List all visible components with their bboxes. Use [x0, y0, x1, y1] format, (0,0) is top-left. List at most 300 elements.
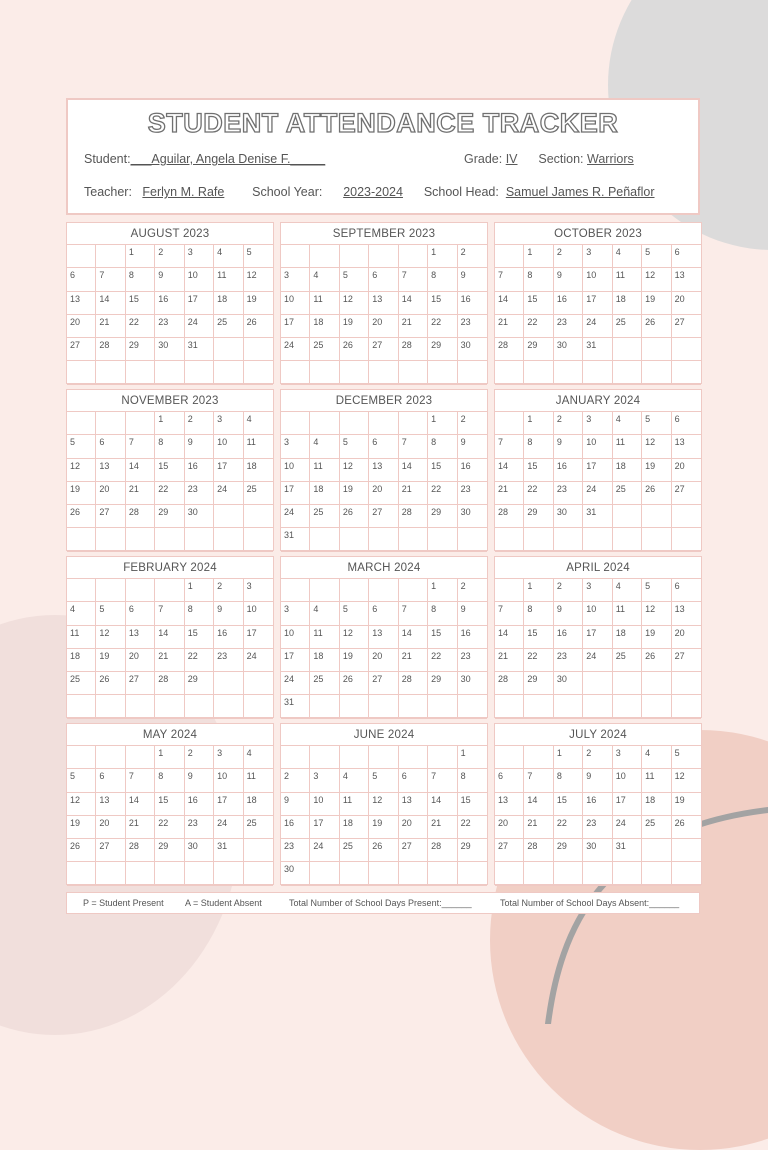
day-cell[interactable]	[554, 695, 583, 718]
day-cell[interactable]: 28	[399, 338, 428, 361]
day-cell[interactable]: 3	[583, 412, 612, 435]
day-cell[interactable]	[642, 672, 671, 695]
day-cell[interactable]: 28	[495, 338, 524, 361]
day-cell[interactable]: 24	[310, 839, 339, 862]
day-cell[interactable]: 14	[495, 292, 524, 315]
day-cell[interactable]	[340, 579, 369, 602]
day-cell[interactable]: 17	[281, 482, 310, 505]
day-cell[interactable]: 31	[583, 505, 612, 528]
day-cell[interactable]: 11	[613, 268, 642, 291]
day-cell[interactable]: 28	[126, 839, 155, 862]
day-cell[interactable]	[369, 579, 398, 602]
day-cell[interactable]: 30	[554, 338, 583, 361]
day-cell[interactable]: 4	[244, 412, 273, 435]
day-cell[interactable]: 15	[458, 793, 487, 816]
day-cell[interactable]: 1	[428, 245, 457, 268]
day-cell[interactable]: 14	[495, 459, 524, 482]
day-cell[interactable]: 22	[155, 482, 184, 505]
day-cell[interactable]: 16	[185, 459, 214, 482]
day-cell[interactable]	[67, 412, 96, 435]
day-cell[interactable]: 5	[642, 245, 671, 268]
day-cell[interactable]: 7	[126, 769, 155, 792]
day-cell[interactable]: 30	[281, 862, 310, 885]
day-cell[interactable]: 27	[67, 338, 96, 361]
day-cell[interactable]	[340, 412, 369, 435]
day-cell[interactable]: 17	[613, 793, 642, 816]
day-cell[interactable]: 26	[642, 649, 671, 672]
day-cell[interactable]	[214, 695, 243, 718]
day-cell[interactable]: 7	[495, 602, 524, 625]
day-cell[interactable]: 26	[340, 338, 369, 361]
day-cell[interactable]: 12	[369, 793, 398, 816]
day-cell[interactable]: 22	[524, 649, 553, 672]
day-cell[interactable]: 3	[214, 412, 243, 435]
day-cell[interactable]: 10	[244, 602, 273, 625]
day-cell[interactable]: 21	[495, 649, 524, 672]
day-cell[interactable]	[96, 245, 125, 268]
day-cell[interactable]: 20	[672, 459, 701, 482]
day-cell[interactable]	[96, 528, 125, 551]
day-cell[interactable]	[583, 695, 612, 718]
day-cell[interactable]: 2	[185, 746, 214, 769]
day-cell[interactable]: 20	[126, 649, 155, 672]
day-cell[interactable]: 16	[583, 793, 612, 816]
day-cell[interactable]: 27	[672, 649, 701, 672]
day-cell[interactable]: 11	[613, 602, 642, 625]
day-cell[interactable]: 29	[428, 505, 457, 528]
day-cell[interactable]: 2	[554, 412, 583, 435]
day-cell[interactable]: 2	[554, 245, 583, 268]
day-cell[interactable]: 12	[642, 435, 671, 458]
day-cell[interactable]: 2	[214, 579, 243, 602]
day-cell[interactable]: 31	[583, 338, 612, 361]
day-cell[interactable]	[369, 361, 398, 384]
day-cell[interactable]: 29	[185, 672, 214, 695]
day-cell[interactable]: 15	[155, 793, 184, 816]
day-cell[interactable]: 19	[369, 816, 398, 839]
day-cell[interactable]: 21	[495, 482, 524, 505]
day-cell[interactable]: 21	[495, 315, 524, 338]
day-cell[interactable]: 23	[281, 839, 310, 862]
day-cell[interactable]: 19	[67, 482, 96, 505]
day-cell[interactable]: 14	[126, 459, 155, 482]
day-cell[interactable]: 18	[613, 292, 642, 315]
day-cell[interactable]: 21	[155, 649, 184, 672]
day-cell[interactable]: 30	[155, 338, 184, 361]
day-cell[interactable]	[399, 862, 428, 885]
day-cell[interactable]: 30	[583, 839, 612, 862]
day-cell[interactable]	[244, 862, 273, 885]
day-cell[interactable]: 4	[244, 746, 273, 769]
day-cell[interactable]	[126, 695, 155, 718]
day-cell[interactable]: 17	[583, 459, 612, 482]
day-cell[interactable]: 1	[458, 746, 487, 769]
day-cell[interactable]	[244, 338, 273, 361]
day-cell[interactable]: 29	[428, 338, 457, 361]
day-cell[interactable]: 2	[458, 412, 487, 435]
day-cell[interactable]	[642, 505, 671, 528]
day-cell[interactable]: 3	[583, 579, 612, 602]
day-cell[interactable]	[340, 695, 369, 718]
day-cell[interactable]: 25	[613, 315, 642, 338]
day-cell[interactable]: 9	[185, 769, 214, 792]
day-cell[interactable]: 28	[428, 839, 457, 862]
day-cell[interactable]	[642, 361, 671, 384]
day-cell[interactable]	[67, 695, 96, 718]
day-cell[interactable]: 18	[214, 292, 243, 315]
day-cell[interactable]: 20	[495, 816, 524, 839]
day-cell[interactable]: 29	[428, 672, 457, 695]
day-cell[interactable]	[340, 746, 369, 769]
day-cell[interactable]: 17	[583, 292, 612, 315]
day-cell[interactable]: 16	[554, 626, 583, 649]
day-cell[interactable]: 31	[214, 839, 243, 862]
day-cell[interactable]: 29	[126, 338, 155, 361]
day-cell[interactable]: 4	[642, 746, 671, 769]
day-cell[interactable]: 18	[244, 793, 273, 816]
day-cell[interactable]: 2	[155, 245, 184, 268]
day-cell[interactable]: 21	[96, 315, 125, 338]
day-cell[interactable]	[399, 695, 428, 718]
day-cell[interactable]	[369, 528, 398, 551]
day-cell[interactable]: 14	[524, 793, 553, 816]
day-cell[interactable]: 24	[281, 505, 310, 528]
day-cell[interactable]: 6	[495, 769, 524, 792]
day-cell[interactable]: 17	[214, 793, 243, 816]
day-cell[interactable]: 21	[399, 315, 428, 338]
day-cell[interactable]	[281, 746, 310, 769]
day-cell[interactable]	[155, 579, 184, 602]
day-cell[interactable]: 11	[67, 626, 96, 649]
day-cell[interactable]: 26	[642, 315, 671, 338]
day-cell[interactable]: 20	[369, 482, 398, 505]
day-cell[interactable]	[185, 862, 214, 885]
day-cell[interactable]: 11	[340, 793, 369, 816]
day-cell[interactable]	[155, 528, 184, 551]
day-cell[interactable]: 29	[155, 505, 184, 528]
day-cell[interactable]	[428, 361, 457, 384]
day-cell[interactable]	[642, 338, 671, 361]
day-cell[interactable]: 31	[613, 839, 642, 862]
day-cell[interactable]: 23	[214, 649, 243, 672]
day-cell[interactable]: 6	[369, 435, 398, 458]
day-cell[interactable]	[67, 528, 96, 551]
day-cell[interactable]	[185, 361, 214, 384]
day-cell[interactable]: 15	[554, 793, 583, 816]
day-cell[interactable]: 13	[369, 292, 398, 315]
day-cell[interactable]: 4	[67, 602, 96, 625]
day-cell[interactable]: 25	[613, 649, 642, 672]
day-cell[interactable]	[126, 746, 155, 769]
day-cell[interactable]: 4	[613, 579, 642, 602]
day-cell[interactable]: 2	[458, 245, 487, 268]
day-cell[interactable]: 2	[583, 746, 612, 769]
day-cell[interactable]	[96, 746, 125, 769]
day-cell[interactable]: 1	[428, 412, 457, 435]
day-cell[interactable]: 14	[399, 459, 428, 482]
day-cell[interactable]	[672, 672, 701, 695]
day-cell[interactable]	[495, 361, 524, 384]
day-cell[interactable]: 7	[96, 268, 125, 291]
day-cell[interactable]	[67, 245, 96, 268]
day-cell[interactable]	[369, 695, 398, 718]
day-cell[interactable]	[281, 579, 310, 602]
day-cell[interactable]: 17	[281, 315, 310, 338]
day-cell[interactable]	[155, 695, 184, 718]
day-cell[interactable]: 12	[67, 459, 96, 482]
day-cell[interactable]	[369, 862, 398, 885]
day-cell[interactable]: 13	[96, 459, 125, 482]
day-cell[interactable]: 23	[583, 816, 612, 839]
day-cell[interactable]: 2	[185, 412, 214, 435]
day-cell[interactable]: 19	[67, 816, 96, 839]
day-cell[interactable]: 17	[214, 459, 243, 482]
day-cell[interactable]: 7	[126, 435, 155, 458]
day-cell[interactable]	[495, 695, 524, 718]
day-cell[interactable]: 3	[244, 579, 273, 602]
day-cell[interactable]: 24	[583, 649, 612, 672]
day-cell[interactable]: 6	[96, 769, 125, 792]
day-cell[interactable]	[672, 361, 701, 384]
day-cell[interactable]: 15	[428, 459, 457, 482]
day-cell[interactable]: 10	[583, 435, 612, 458]
day-cell[interactable]	[399, 361, 428, 384]
day-cell[interactable]	[613, 505, 642, 528]
day-cell[interactable]: 8	[428, 435, 457, 458]
day-cell[interactable]	[495, 245, 524, 268]
day-cell[interactable]: 10	[583, 602, 612, 625]
day-cell[interactable]	[126, 528, 155, 551]
day-cell[interactable]: 8	[428, 268, 457, 291]
day-cell[interactable]: 9	[281, 793, 310, 816]
day-cell[interactable]: 13	[67, 292, 96, 315]
day-cell[interactable]: 26	[67, 839, 96, 862]
day-cell[interactable]: 4	[310, 268, 339, 291]
day-cell[interactable]: 27	[369, 505, 398, 528]
day-cell[interactable]: 6	[369, 602, 398, 625]
day-cell[interactable]	[583, 528, 612, 551]
day-cell[interactable]	[524, 528, 553, 551]
day-cell[interactable]: 1	[524, 245, 553, 268]
day-cell[interactable]: 9	[554, 435, 583, 458]
day-cell[interactable]: 24	[185, 315, 214, 338]
day-cell[interactable]: 27	[369, 672, 398, 695]
day-cell[interactable]: 8	[524, 268, 553, 291]
day-cell[interactable]	[244, 505, 273, 528]
day-cell[interactable]: 16	[458, 292, 487, 315]
day-cell[interactable]: 12	[67, 793, 96, 816]
day-cell[interactable]: 5	[642, 579, 671, 602]
day-cell[interactable]: 6	[672, 412, 701, 435]
day-cell[interactable]: 3	[281, 435, 310, 458]
day-cell[interactable]: 28	[524, 839, 553, 862]
day-cell[interactable]	[126, 579, 155, 602]
day-cell[interactable]: 21	[428, 816, 457, 839]
day-cell[interactable]	[214, 505, 243, 528]
day-cell[interactable]: 25	[310, 338, 339, 361]
day-cell[interactable]: 30	[185, 839, 214, 862]
day-cell[interactable]	[244, 695, 273, 718]
day-cell[interactable]: 21	[524, 816, 553, 839]
day-cell[interactable]	[524, 746, 553, 769]
day-cell[interactable]	[310, 361, 339, 384]
day-cell[interactable]: 22	[126, 315, 155, 338]
day-cell[interactable]	[214, 672, 243, 695]
day-cell[interactable]: 3	[281, 268, 310, 291]
day-cell[interactable]: 9	[583, 769, 612, 792]
day-cell[interactable]	[495, 746, 524, 769]
day-cell[interactable]: 28	[495, 672, 524, 695]
day-cell[interactable]	[67, 862, 96, 885]
day-cell[interactable]: 12	[642, 268, 671, 291]
day-cell[interactable]: 25	[244, 816, 273, 839]
day-cell[interactable]	[672, 528, 701, 551]
day-cell[interactable]	[369, 746, 398, 769]
day-cell[interactable]	[428, 528, 457, 551]
day-cell[interactable]: 22	[155, 816, 184, 839]
day-cell[interactable]: 26	[672, 816, 701, 839]
day-cell[interactable]: 3	[214, 746, 243, 769]
day-cell[interactable]: 12	[340, 626, 369, 649]
day-cell[interactable]: 25	[67, 672, 96, 695]
day-cell[interactable]: 14	[126, 793, 155, 816]
day-cell[interactable]: 23	[554, 649, 583, 672]
day-cell[interactable]	[642, 528, 671, 551]
day-cell[interactable]: 26	[642, 482, 671, 505]
day-cell[interactable]: 16	[458, 626, 487, 649]
day-cell[interactable]: 23	[554, 315, 583, 338]
day-cell[interactable]: 11	[613, 435, 642, 458]
day-cell[interactable]: 18	[244, 459, 273, 482]
day-cell[interactable]: 22	[428, 482, 457, 505]
day-cell[interactable]: 9	[155, 268, 184, 291]
day-cell[interactable]: 24	[214, 816, 243, 839]
day-cell[interactable]	[310, 746, 339, 769]
day-cell[interactable]: 10	[185, 268, 214, 291]
day-cell[interactable]: 16	[458, 459, 487, 482]
day-cell[interactable]: 16	[214, 626, 243, 649]
day-cell[interactable]: 5	[96, 602, 125, 625]
day-cell[interactable]: 21	[126, 816, 155, 839]
day-cell[interactable]	[281, 245, 310, 268]
day-cell[interactable]: 14	[428, 793, 457, 816]
day-cell[interactable]: 20	[67, 315, 96, 338]
day-cell[interactable]: 22	[185, 649, 214, 672]
day-cell[interactable]	[369, 412, 398, 435]
day-cell[interactable]: 29	[524, 505, 553, 528]
day-cell[interactable]: 27	[96, 505, 125, 528]
day-cell[interactable]	[672, 338, 701, 361]
day-cell[interactable]: 10	[613, 769, 642, 792]
day-cell[interactable]: 2	[554, 579, 583, 602]
day-cell[interactable]: 19	[244, 292, 273, 315]
day-cell[interactable]: 4	[613, 412, 642, 435]
day-cell[interactable]: 6	[369, 268, 398, 291]
day-cell[interactable]	[310, 862, 339, 885]
day-cell[interactable]	[155, 361, 184, 384]
day-cell[interactable]: 28	[495, 505, 524, 528]
day-cell[interactable]: 18	[642, 793, 671, 816]
day-cell[interactable]: 5	[244, 245, 273, 268]
day-cell[interactable]: 9	[458, 602, 487, 625]
day-cell[interactable]: 23	[458, 315, 487, 338]
day-cell[interactable]: 22	[524, 482, 553, 505]
day-cell[interactable]: 14	[155, 626, 184, 649]
day-cell[interactable]: 20	[672, 626, 701, 649]
day-cell[interactable]: 26	[244, 315, 273, 338]
day-cell[interactable]: 12	[96, 626, 125, 649]
day-cell[interactable]: 27	[399, 839, 428, 862]
day-cell[interactable]	[369, 245, 398, 268]
day-cell[interactable]: 29	[524, 672, 553, 695]
day-cell[interactable]: 7	[399, 435, 428, 458]
day-cell[interactable]	[310, 528, 339, 551]
day-cell[interactable]: 8	[524, 602, 553, 625]
day-cell[interactable]: 3	[185, 245, 214, 268]
day-cell[interactable]	[244, 361, 273, 384]
day-cell[interactable]: 3	[583, 245, 612, 268]
day-cell[interactable]: 19	[340, 649, 369, 672]
day-cell[interactable]	[96, 695, 125, 718]
day-cell[interactable]: 5	[672, 746, 701, 769]
day-cell[interactable]: 22	[554, 816, 583, 839]
day-cell[interactable]: 26	[369, 839, 398, 862]
day-cell[interactable]	[399, 412, 428, 435]
day-cell[interactable]	[155, 862, 184, 885]
day-cell[interactable]: 11	[310, 459, 339, 482]
day-cell[interactable]: 28	[96, 338, 125, 361]
day-cell[interactable]: 23	[185, 482, 214, 505]
day-cell[interactable]: 23	[554, 482, 583, 505]
day-cell[interactable]: 17	[244, 626, 273, 649]
day-cell[interactable]	[399, 579, 428, 602]
day-cell[interactable]	[185, 695, 214, 718]
day-cell[interactable]	[524, 862, 553, 885]
day-cell[interactable]: 5	[340, 435, 369, 458]
day-cell[interactable]: 24	[281, 338, 310, 361]
day-cell[interactable]: 13	[672, 602, 701, 625]
day-cell[interactable]: 25	[340, 839, 369, 862]
day-cell[interactable]: 18	[613, 459, 642, 482]
day-cell[interactable]: 25	[214, 315, 243, 338]
day-cell[interactable]	[554, 862, 583, 885]
day-cell[interactable]: 14	[399, 626, 428, 649]
day-cell[interactable]: 18	[310, 315, 339, 338]
day-cell[interactable]: 7	[399, 268, 428, 291]
day-cell[interactable]: 1	[126, 245, 155, 268]
day-cell[interactable]	[126, 361, 155, 384]
day-cell[interactable]: 9	[185, 435, 214, 458]
day-cell[interactable]: 28	[399, 505, 428, 528]
day-cell[interactable]	[428, 746, 457, 769]
day-cell[interactable]: 29	[524, 338, 553, 361]
day-cell[interactable]: 9	[458, 435, 487, 458]
day-cell[interactable]	[613, 862, 642, 885]
day-cell[interactable]	[340, 528, 369, 551]
day-cell[interactable]	[672, 862, 701, 885]
day-cell[interactable]	[495, 862, 524, 885]
day-cell[interactable]: 13	[96, 793, 125, 816]
day-cell[interactable]: 3	[281, 602, 310, 625]
day-cell[interactable]: 10	[214, 435, 243, 458]
day-cell[interactable]	[495, 579, 524, 602]
day-cell[interactable]: 1	[155, 412, 184, 435]
day-cell[interactable]: 22	[428, 649, 457, 672]
day-cell[interactable]: 19	[642, 292, 671, 315]
day-cell[interactable]: 8	[185, 602, 214, 625]
day-cell[interactable]: 20	[369, 315, 398, 338]
day-cell[interactable]: 4	[214, 245, 243, 268]
